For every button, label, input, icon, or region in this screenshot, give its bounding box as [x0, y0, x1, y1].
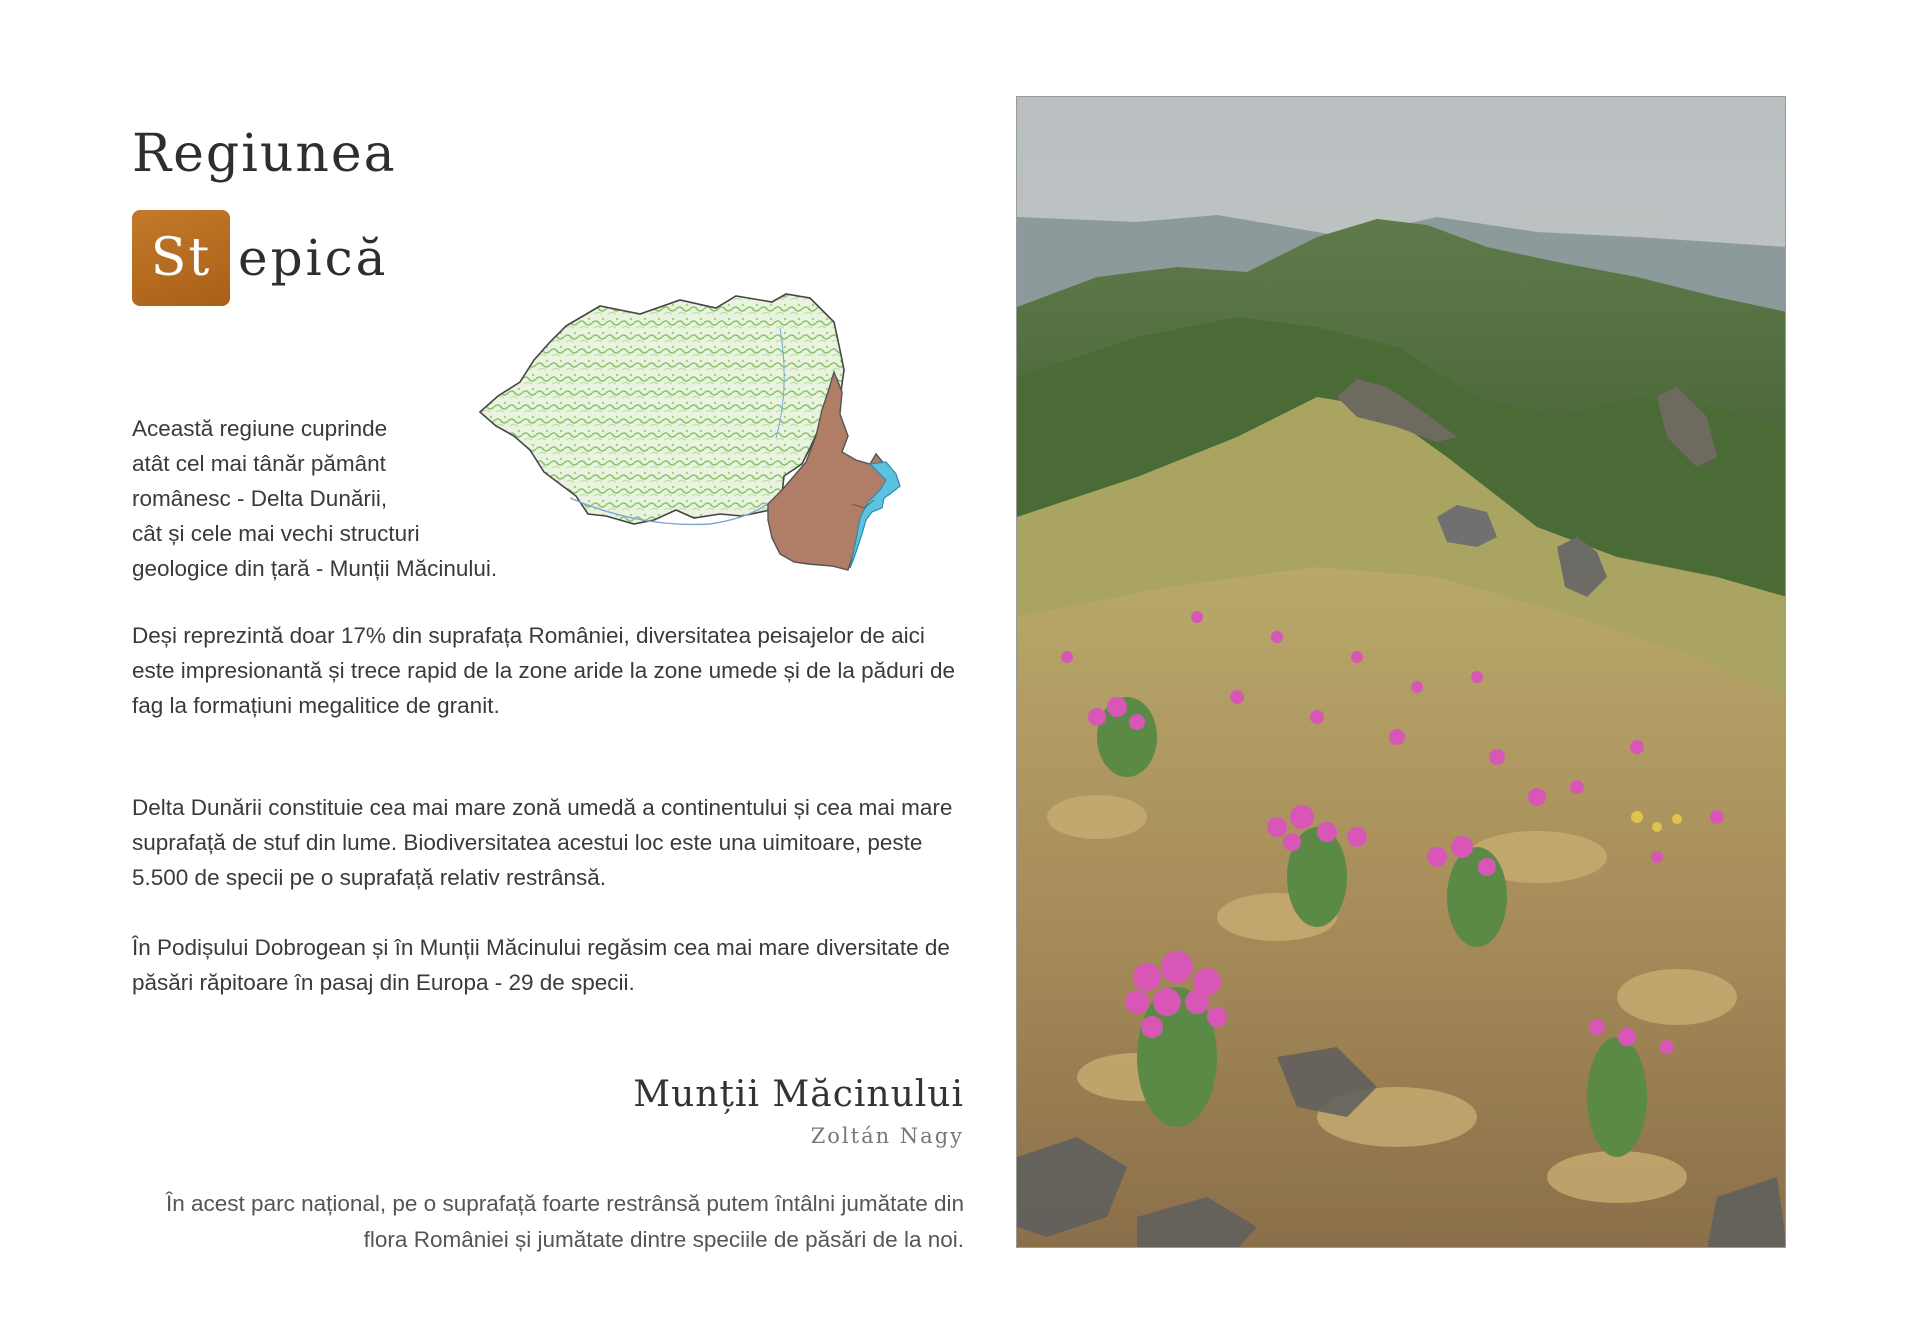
- title-word: Regiunea: [132, 124, 397, 184]
- title-rest: epică: [238, 229, 389, 287]
- paragraph-birds: În Podișului Dobrogean și în Munții Măcinului regăsim cea mai mare diversitate de păsări răpitoare în pasaj din Europa - 29 de specii.: [132, 935, 950, 995]
- intro-paragraph: Această regiune cuprinde atât cel mai tânăr pământ românesc - Delta Dunării, cât și cele mai vechi structuri geologice din țară - Munții Măcinului.: [132, 416, 498, 581]
- page-title-line-2: [132, 210, 388, 306]
- photo-caption: În acest parc național, pe o suprafață foarte restrânsă putem întâlni jumătate din flora României și jumătate dintre speciile de păsări de la noi.: [166, 1191, 964, 1252]
- title-badge-text: St: [150, 228, 212, 288]
- page-title-line-1: [132, 124, 397, 184]
- title-badge: [132, 210, 230, 306]
- paragraph-delta: Delta Dunării constituie cea mai mare zonă umedă a continentului și cea mai mare suprafață de stuf din lume. Biodiversitatea acestui loc este una uimitoare, peste 5.500 de specii pe o suprafață relativ restrânsă.: [132, 795, 953, 890]
- photo-title: Munții Măcinului: [633, 1074, 964, 1115]
- photo-author: Zoltán Nagy: [810, 1124, 964, 1148]
- paragraph-diversity: Deși reprezintă doar 17% din suprafața României, diversitatea peisajelor de aici este impresionantă și trece rapid de la zone aride la zone umede și de la păduri de fag la formațiuni megalitice de granit.: [132, 623, 955, 718]
- landscape-photo: [1016, 96, 1786, 1248]
